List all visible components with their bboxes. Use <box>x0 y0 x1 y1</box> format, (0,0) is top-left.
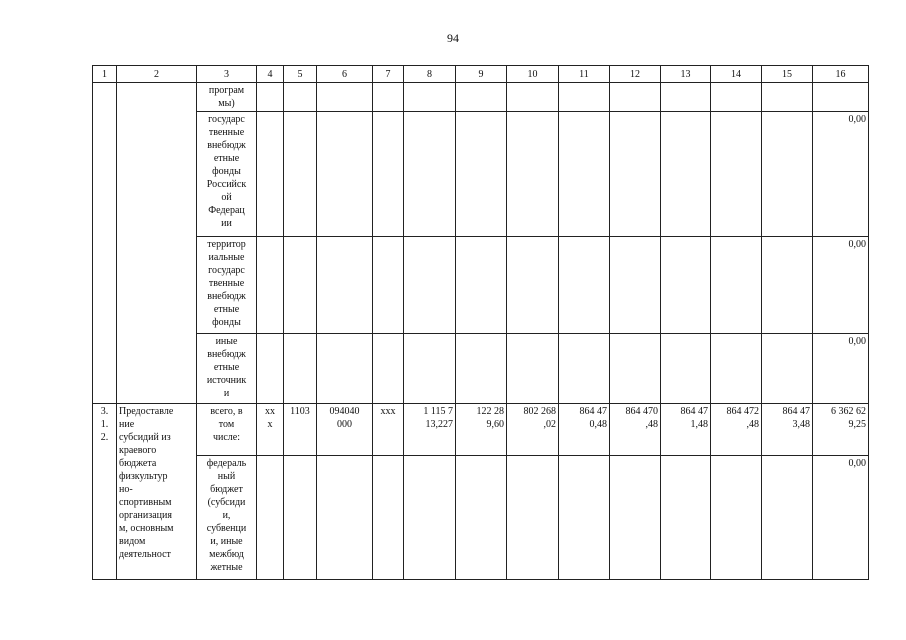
cell-col7: ххх <box>373 404 404 456</box>
table-row <box>93 334 869 404</box>
cell-col10: 802 268 ,02 <box>507 404 559 456</box>
table-row <box>93 404 869 456</box>
item-name: Предоставле ние субсидий из краевого бюджета физкультур но- спортивным организация м, основным видом деятельност <box>117 404 197 580</box>
cell-col16: 6 362 62 9,25 <box>813 404 869 456</box>
source-cell: програм мы) <box>197 83 257 112</box>
table-row <box>93 456 869 580</box>
source-cell: иные внебюдж етные источник и <box>197 334 257 404</box>
source-cell: федераль ный бюджет (субсиди и, субвенци и, иные межбюд жетные <box>197 456 257 580</box>
total-cell: 0,00 <box>813 456 869 580</box>
column-number-14: 14 <box>711 66 762 83</box>
cell-name <box>117 83 197 404</box>
column-number-9: 9 <box>456 66 507 83</box>
column-number-8: 8 <box>404 66 456 83</box>
cell-col13: 864 47 1,48 <box>661 404 711 456</box>
cell-col9: 122 28 9,60 <box>456 404 507 456</box>
column-number-4: 4 <box>257 66 284 83</box>
column-number-13: 13 <box>661 66 711 83</box>
column-number-3: 3 <box>197 66 257 83</box>
column-number-12: 12 <box>610 66 661 83</box>
table-row <box>93 112 869 237</box>
cell-col5: 1103 <box>284 404 317 456</box>
column-number-2: 2 <box>117 66 197 83</box>
column-number-1: 1 <box>93 66 117 83</box>
cell-number <box>93 83 117 404</box>
cell-col8: 1 115 7 13,227 <box>404 404 456 456</box>
column-number-7: 7 <box>373 66 404 83</box>
page-number: 94 <box>447 31 459 45</box>
column-number-row <box>93 66 869 83</box>
column-number-5: 5 <box>284 66 317 83</box>
column-number-6: 6 <box>317 66 373 83</box>
cell-col12: 864 470 ,48 <box>610 404 661 456</box>
total-cell: 0,00 <box>813 112 869 237</box>
column-number-10: 10 <box>507 66 559 83</box>
cell-col14: 864 472 ,48 <box>711 404 762 456</box>
cell-col4: хх х <box>257 404 284 456</box>
cell-col6: 094040 000 <box>317 404 373 456</box>
total-cell: 0,00 <box>813 237 869 334</box>
cell-col15: 864 47 3,48 <box>762 404 813 456</box>
column-number-16: 16 <box>813 66 869 83</box>
table-row <box>93 83 869 112</box>
source-cell: государс твенные внебюдж етные фонды Российск ой Федерац ии <box>197 112 257 237</box>
column-number-11: 11 <box>559 66 610 83</box>
total-cell: 0,00 <box>813 334 869 404</box>
budget-table <box>92 65 869 580</box>
table-row <box>93 237 869 334</box>
item-number: 3. 1. 2. <box>93 404 117 580</box>
source-cell: всего, в том числе: <box>197 404 257 456</box>
source-cell: территор иальные государс твенные внебюдж етные фонды <box>197 237 257 334</box>
cell-col11: 864 47 0,48 <box>559 404 610 456</box>
column-number-15: 15 <box>762 66 813 83</box>
